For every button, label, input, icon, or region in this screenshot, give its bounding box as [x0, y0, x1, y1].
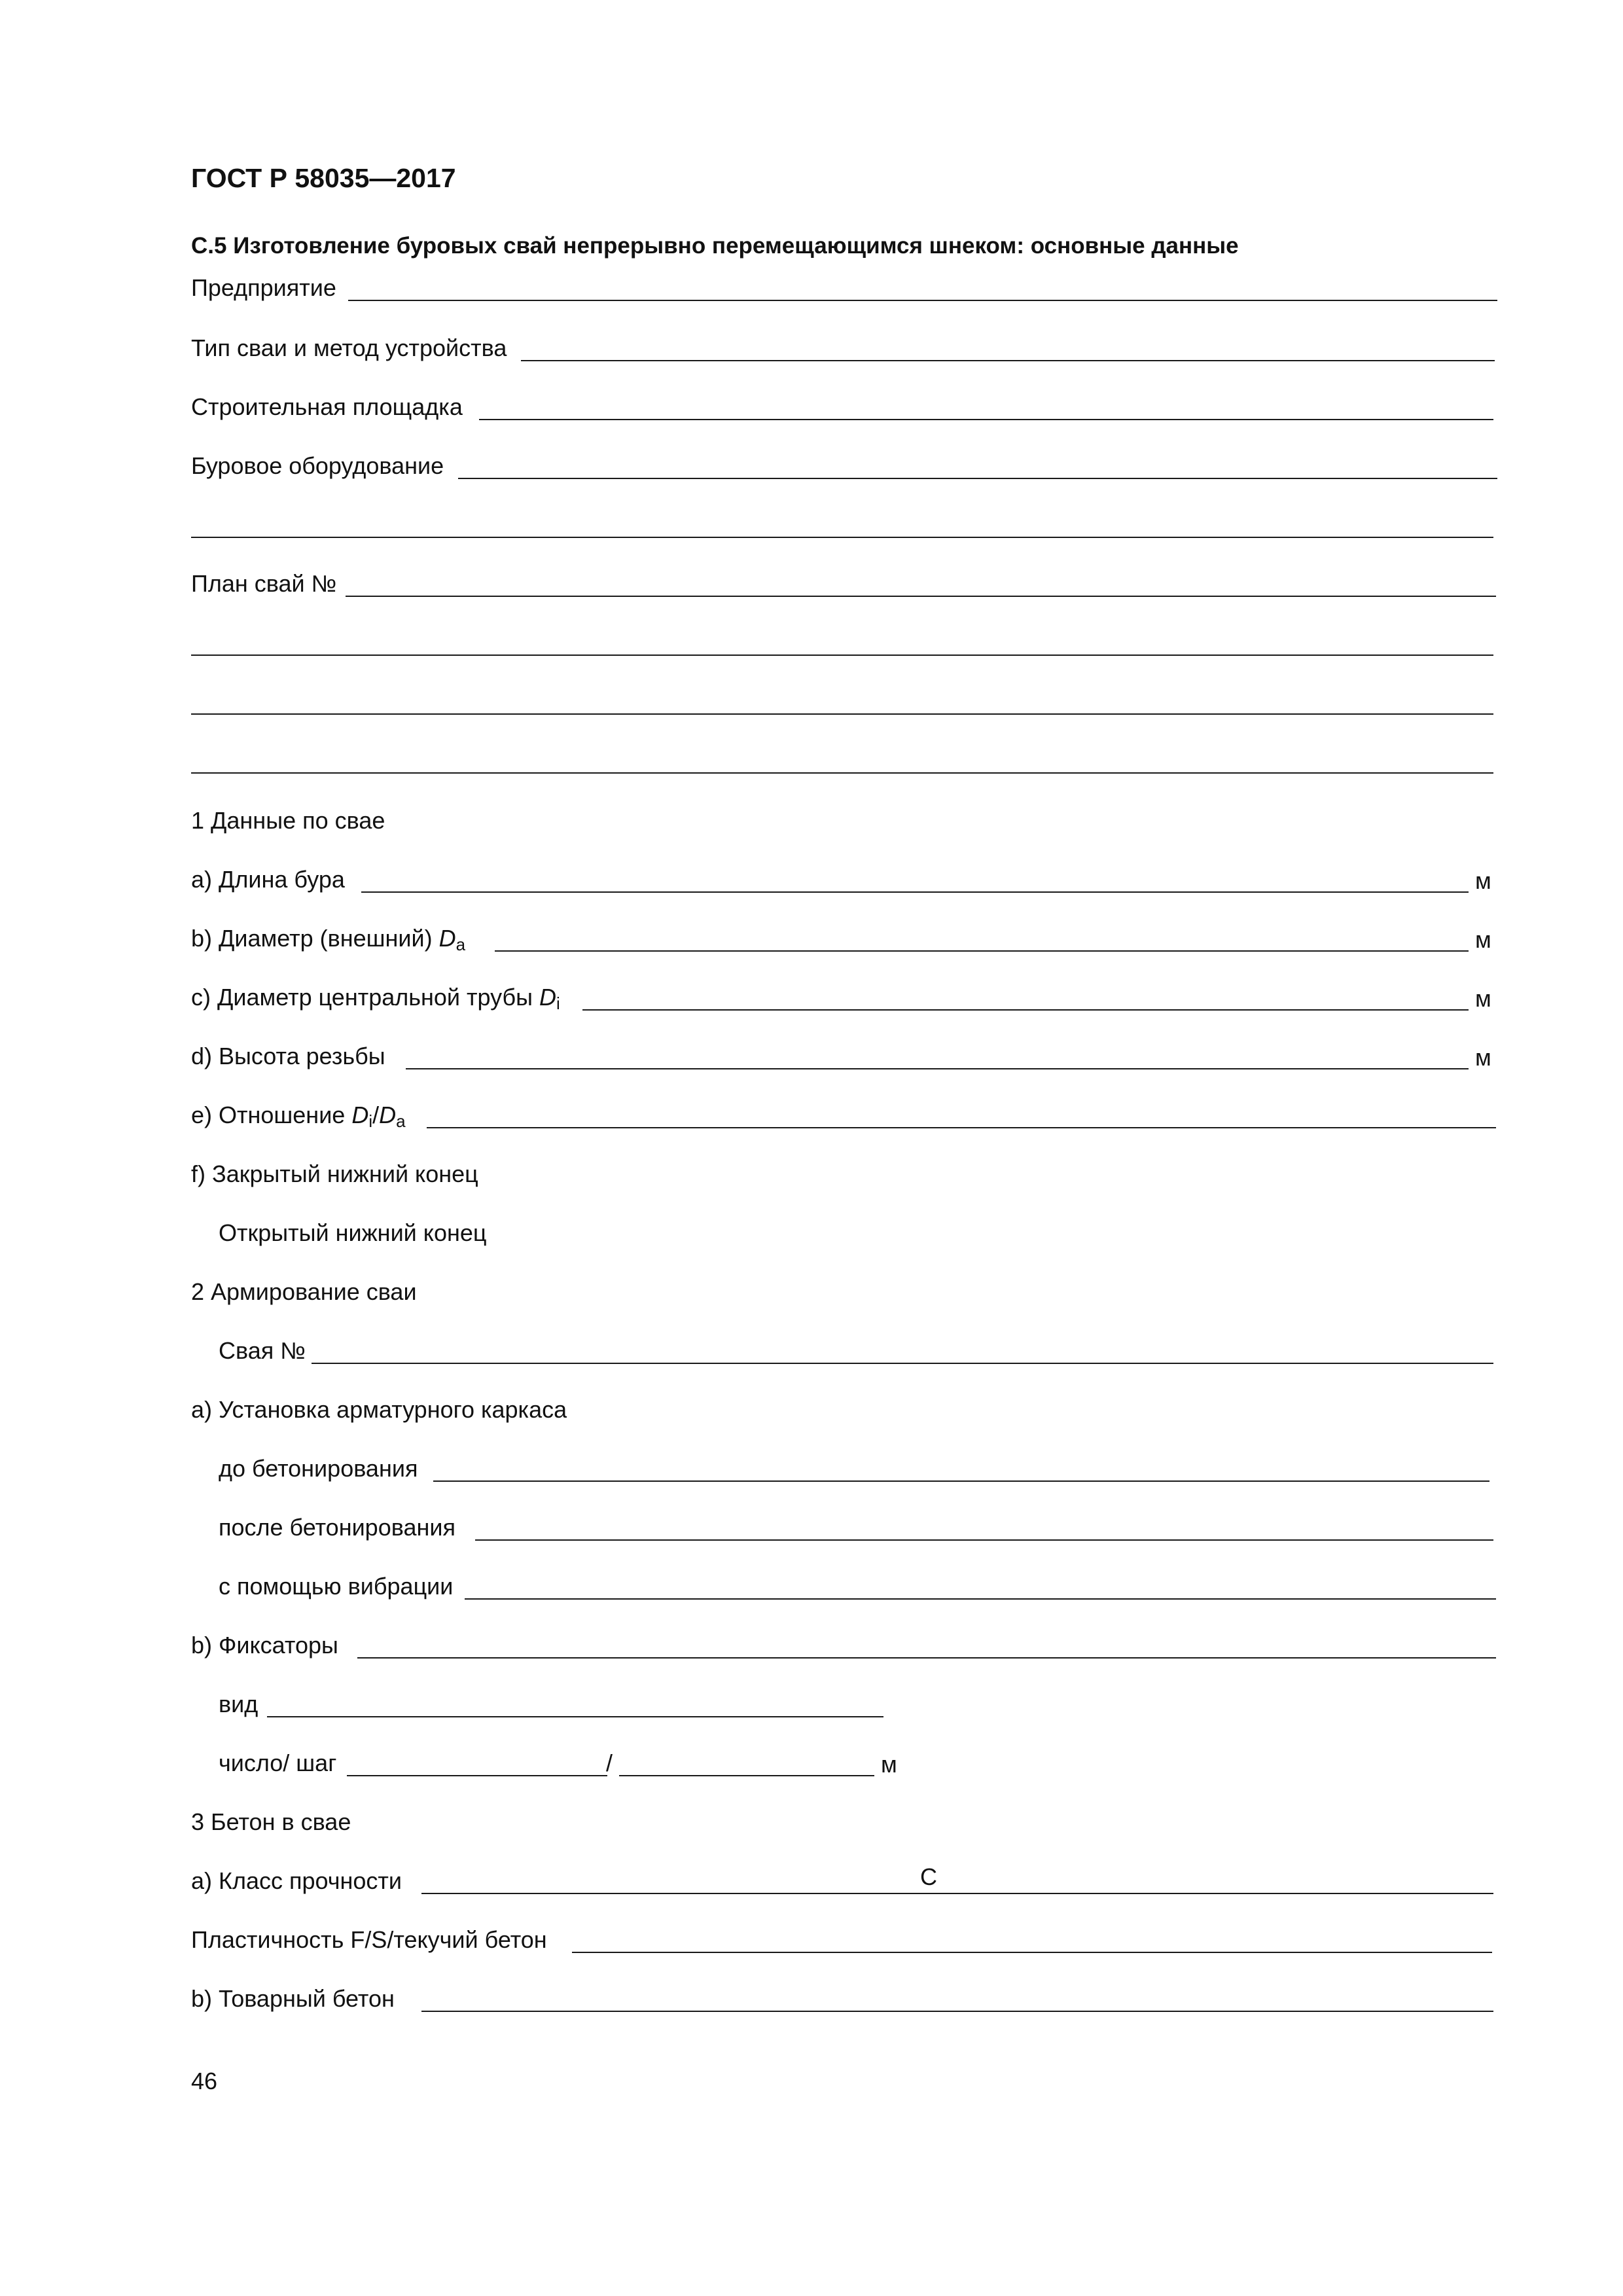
- auger-length-unit: м: [1475, 867, 1491, 894]
- spacer-kind-label: вид: [219, 1691, 259, 1717]
- pile-number-label: Свая №: [219, 1337, 306, 1364]
- outer-diameter-unit: м: [1475, 926, 1491, 953]
- outer-diameter-field[interactable]: [495, 950, 1469, 952]
- inner-pipe-diameter-field[interactable]: [582, 1009, 1469, 1011]
- site-field[interactable]: [479, 419, 1493, 420]
- after-concreting-field[interactable]: [475, 1539, 1493, 1541]
- pile-plan-field-extra-2[interactable]: [191, 713, 1493, 715]
- after-concreting-label: после бетонирования: [219, 1514, 455, 1541]
- drilling-equipment-label: Буровое оборудование: [191, 452, 444, 479]
- diameter-ratio-label: e) Отношение $D_i/D_a$: [191, 1102, 406, 1131]
- count-step-label: число/ шаг: [219, 1749, 337, 1776]
- reinforcement-heading: 2 Армирование сваи: [191, 1278, 417, 1305]
- section-title: С.5 Изготовление буровых свай непрерывно перемещающимся шнеком: основные данные: [191, 233, 1239, 259]
- thread-height-unit: м: [1475, 1044, 1491, 1071]
- plasticity-field[interactable]: [572, 1952, 1492, 1953]
- auger-length-field[interactable]: [361, 891, 1469, 893]
- drilling-equipment-field-extra[interactable]: [191, 537, 1493, 538]
- cage-installation-label: a) Установка арматурного каркаса: [191, 1396, 567, 1423]
- pile-number-field[interactable]: [312, 1363, 1493, 1364]
- thread-height-field[interactable]: [406, 1068, 1469, 1069]
- before-concreting-label: до бетонирования: [219, 1455, 418, 1482]
- count-field[interactable]: [347, 1775, 607, 1776]
- closed-bottom-end-label: f) Закрытый нижний конец: [191, 1160, 478, 1187]
- drilling-equipment-field[interactable]: [458, 478, 1497, 479]
- inner-pipe-diameter-unit: м: [1475, 985, 1491, 1012]
- count-step-slash: /: [606, 1749, 613, 1776]
- step-field[interactable]: [619, 1775, 874, 1776]
- pile-plan-label: План свай №: [191, 570, 337, 597]
- pile-plan-field-extra-1[interactable]: [191, 655, 1493, 656]
- enterprise-field[interactable]: [348, 300, 1497, 301]
- step-unit: м: [881, 1751, 897, 1778]
- document-header: ГОСТ Р 58035—2017: [191, 163, 456, 193]
- enterprise-label: Предприятие: [191, 274, 336, 301]
- open-bottom-end-label: Открытый нижний конец: [219, 1219, 487, 1246]
- pile-type-field[interactable]: [521, 360, 1495, 361]
- auger-length-label: a) Длина бура: [191, 866, 345, 893]
- vibration-field[interactable]: [465, 1598, 1496, 1600]
- pile-type-label: Тип сваи и метод устройства: [191, 334, 507, 361]
- spacer-kind-field[interactable]: [267, 1716, 883, 1717]
- strength-class-marker: С: [920, 1863, 937, 1890]
- pile-plan-field-extra-3[interactable]: [191, 772, 1493, 774]
- ready-mix-label: b) Товарный бетон: [191, 1985, 395, 2012]
- page-number: 46: [191, 2068, 218, 2094]
- thread-height-label: d) Высота резьбы: [191, 1043, 385, 1069]
- concrete-heading: 3 Бетон в свае: [191, 1808, 351, 1835]
- strength-class-field[interactable]: [421, 1893, 1493, 1894]
- vibration-label: с помощью вибрации: [219, 1573, 454, 1600]
- spacers-label: b) Фиксаторы: [191, 1632, 338, 1659]
- spacers-field[interactable]: [357, 1657, 1496, 1659]
- pile-plan-field[interactable]: [346, 596, 1496, 597]
- site-label: Строительная площадка: [191, 393, 463, 420]
- before-concreting-field[interactable]: [433, 1480, 1489, 1482]
- plasticity-label: Пластичность F/S/текучий бетон: [191, 1926, 547, 1953]
- strength-class-label: a) Класс прочности: [191, 1867, 402, 1894]
- pile-data-heading: 1 Данные по свае: [191, 807, 385, 834]
- outer-diameter-label: b) Диаметр (внешний) $D_a$: [191, 925, 466, 954]
- ready-mix-field[interactable]: [421, 2011, 1493, 2012]
- diameter-ratio-field[interactable]: [427, 1127, 1496, 1128]
- inner-pipe-diameter-label: c) Диаметр центральной трубы $D_i$: [191, 984, 560, 1013]
